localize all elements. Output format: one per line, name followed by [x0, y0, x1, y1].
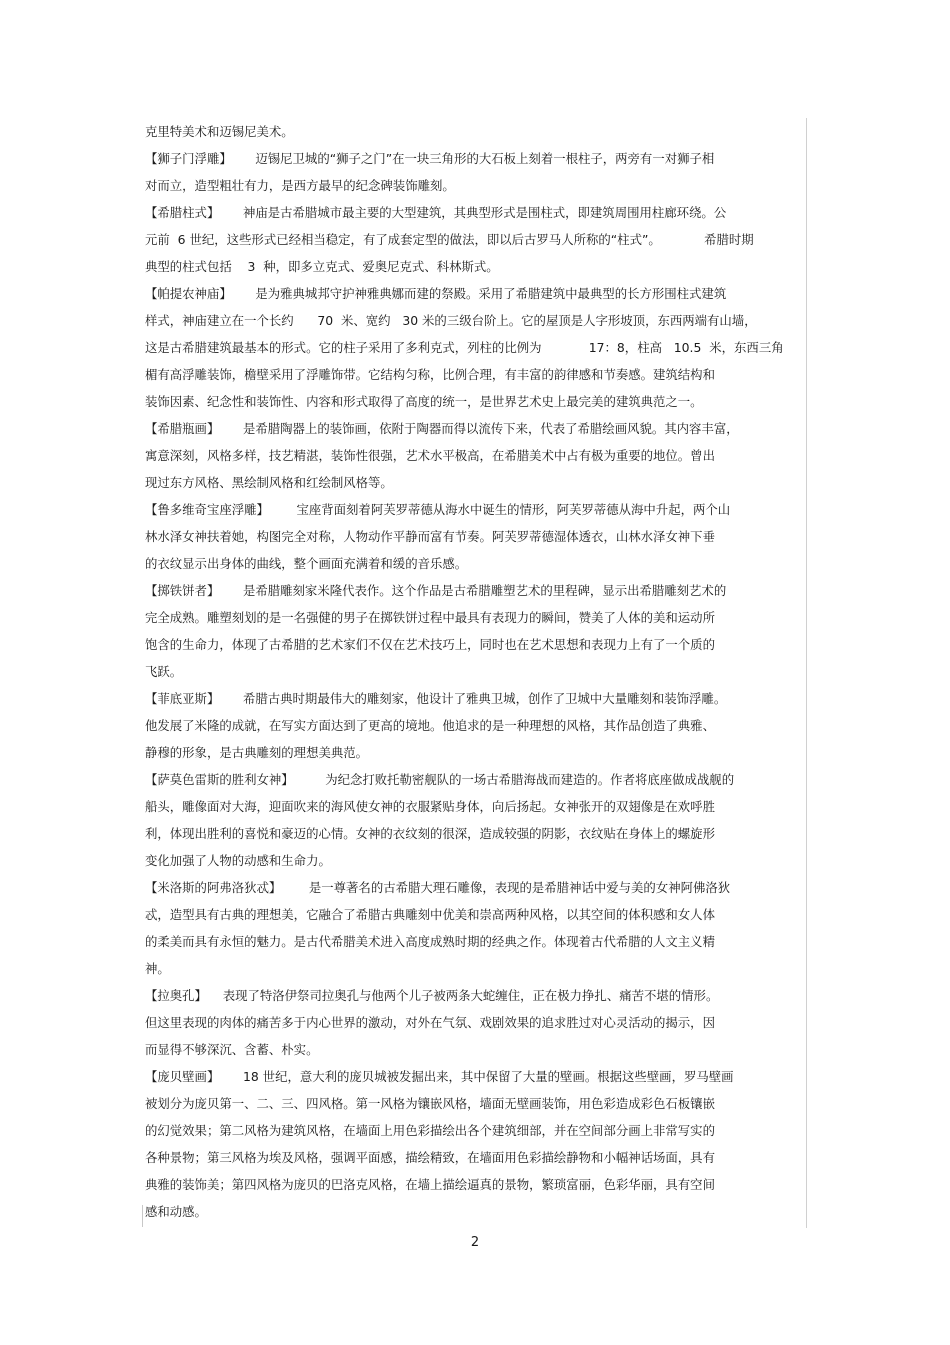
text-line: 元前 6 世纪，这些形式已经相当稳定，有了成套定型的做法，即以后古罗马人所称的“柱式”。 希腊时期: [145, 232, 754, 247]
right-margin-rule: [806, 118, 807, 1228]
text-line: 【帕提农神庙】 是为雅典城邦守护神雅典娜而建的祭殿。采用了希腊建筑中最典型的长方形围柱式建筑: [145, 286, 727, 301]
text-line: 【希腊柱式】 神庙是古希腊城市最主要的大型建筑，其典型形式是围柱式，即建筑周围用柱廊环绕。公: [145, 205, 727, 220]
text-line: 【菲底亚斯】 希腊古典时期最伟大的雕刻家，他设计了雅典卫城，创作了卫城中大量雕刻和装饰浮雕。: [145, 691, 727, 706]
text-line: 【萨莫色雷斯的胜利女神】 为纪念打败托勒密舰队的一场古希腊海战而建造的。作者将底座做成战舰的: [145, 772, 735, 787]
text-line: 【拉奥孔】 表现了特洛伊祭司拉奥孔与他两个儿子被两条大蛇缠住，正在极力挣扎、痛苦不堪的情形。: [145, 988, 719, 1003]
text-line: 【狮子门浮雕】 迈锡尼卫城的“狮子之门”在一块三角形的大石板上刻着一根柱子，两旁有一对狮子相: [145, 151, 715, 166]
text-line: 但这里表现的肉体的痛苦多于内心世界的激动，对外在气氛、戏剧效果的追求胜过对心灵活动的揭示，因: [145, 1015, 715, 1030]
text-line: 现过东方风格、黑绘制风格和红绘制风格等。: [145, 475, 393, 490]
text-line: 感和动感。: [145, 1204, 207, 1219]
text-line: 克里特美术和迈锡尼美术。: [145, 124, 294, 139]
text-line: 被划分为庞贝第一、二、三、四风格。第一风格为镶嵌风格，墙面无壁画装饰，用色彩造成彩色石板镶嵌: [145, 1096, 715, 1111]
text-line: 船头，雕像面对大海，迎面吹来的海风使女神的衣服紧贴身体，向后扬起。女神张开的双翅像是在欢呼胜: [145, 799, 715, 814]
text-line: 【掷铁饼者】 是希腊雕刻家米隆代表作。这个作品是古希腊雕塑艺术的里程碑，显示出希腊雕刻艺术的: [145, 583, 727, 598]
text-line: 而显得不够深沉、含蓄、朴实。: [145, 1042, 319, 1057]
text-line: 楣有高浮雕装饰，檐壁采用了浮雕饰带。它结构匀称，比例合理，有丰富的韵律感和节奏感。建筑结构和: [145, 367, 715, 382]
text-line: 的衣纹显示出身体的曲线，整个画面充满着和缓的音乐感。: [145, 556, 468, 571]
text-line: 神。: [145, 961, 170, 976]
text-line: 静穆的形象，是古典雕刻的理想美典范。: [145, 745, 369, 760]
body-text: [145, 118, 805, 1225]
text-line: 样式，神庙建立在一个长约 70 米、宽约 30 米的三级台阶上。它的屋顶是人字形坡顶，东西两端有山墙，: [145, 313, 757, 328]
text-line: 各种景物；第三风格为埃及风格，强调平面感，描绘精致，在墙面用色彩描绘静物和小幅神话场面，具有: [145, 1150, 715, 1165]
text-line: 的柔美而具有永恒的魅力。是古代希腊美术进入高度成熟时期的经典之作。体现着古代希腊的人文主义精: [145, 934, 715, 949]
text-line: 【鲁多维奇宝座浮雕】 宝座背面刻着阿芙罗蒂德从海水中诞生的情形，阿芙罗蒂德从海中升起，两个山: [145, 502, 731, 517]
text-line: 【米洛斯的阿弗洛狄忒】 是一尊著名的古希腊大理石雕像，表现的是希腊神话中爱与美的女神阿佛洛狄: [145, 880, 731, 895]
text-line: 饱含的生命力，体现了古希腊的艺术家们不仅在艺术技巧上，同时也在艺术思想和表现力上有了一个质的: [145, 637, 715, 652]
text-line: 寓意深刻，风格多样，技艺精湛，装饰性很强，艺术水平极高，在希腊美术中占有极为重要的地位。曾出: [145, 448, 715, 463]
text-line: 典雅的装饰美；第四风格为庞贝的巴洛克风格，在墙上描绘逼真的景物，繁琐富丽，色彩华丽，具有空间: [145, 1177, 715, 1192]
text-line: 的幻觉效果；第二风格为建筑风格，在墙面上用色彩描绘出各个建筑细部，并在空间部分画上非常写实的: [145, 1123, 715, 1138]
text-line: 飞跃。: [145, 664, 183, 679]
text-line: 林水泽女神扶着她，构图完全对称，人物动作平静而富有节奏。阿芙罗蒂德湿体透衣，山林水泽女神下垂: [145, 529, 715, 544]
page-number: 2: [470, 1235, 480, 1250]
text-line: 完全成熟。雕塑刻划的是一名强健的男子在掷铁饼过程中最具有表现力的瞬间，赞美了人体的美和运动所: [145, 610, 715, 625]
text-line: 变化加强了人物的动感和生命力。: [145, 853, 331, 868]
text-line: 对而立，造型粗壮有力，是西方最早的纪念碑装饰雕刻。: [145, 178, 455, 193]
text-line: 典型的柱式包括 3 种，即多立克式、爱奥尼克式、科林斯式。: [145, 259, 499, 274]
text-line: 利，体现出胜利的喜悦和豪迈的心情。女神的衣纹刻的很深，造成较强的阴影，衣纹贴在身体上的螺旋形: [145, 826, 715, 841]
text-line: 这是古希腊建筑最基本的形式。它的柱子采用了多利克式，列柱的比例为 17：8，柱高 10.5 米，东西三角: [145, 340, 784, 355]
left-margin-rule: [142, 1205, 143, 1227]
text-line: 忒，造型具有古典的理想美，它融合了希腊古典雕刻中优美和崇高两种风格，以其空间的体积感和女人体: [145, 907, 715, 922]
text-line: 他发展了米隆的成就，在写实方面达到了更高的境地。他追求的是一种理想的风格，其作品创造了典雅、: [145, 718, 715, 733]
text-line: 【庞贝壁画】 18 世纪，意大利的庞贝城被发掘出来，其中保留了大量的壁画。根据这些壁画，罗马壁画: [145, 1069, 734, 1084]
text-line: 装饰因素、纪念性和装饰性、内容和形式取得了高度的统一，是世界艺术史上最完美的建筑典范之一。: [145, 394, 703, 409]
text-line: 【希腊瓶画】 是希腊陶器上的装饰画，依附于陶器而得以流传下来，代表了希腊绘画风貌。其内容丰富，: [145, 421, 739, 436]
